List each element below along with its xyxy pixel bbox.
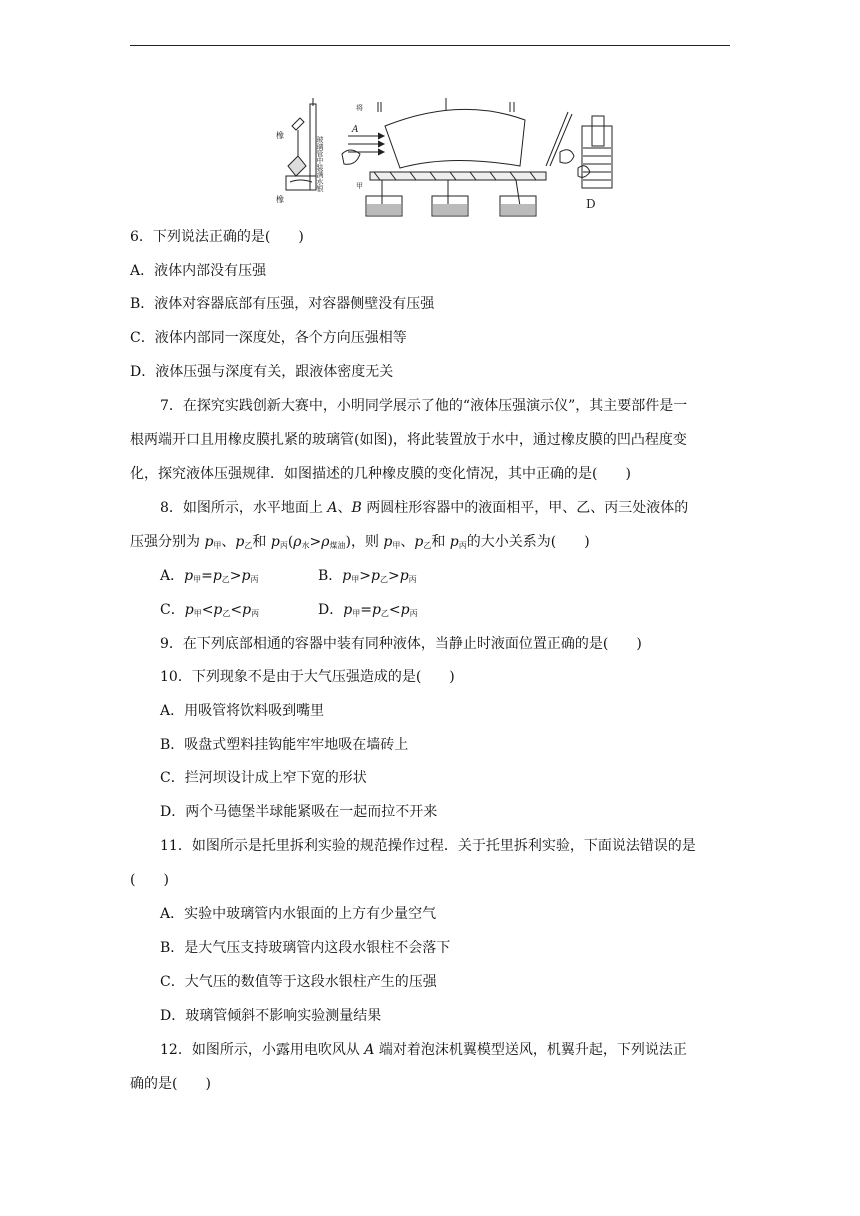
q8-option-a: A．$p_甲=p_乙>p_丙$ bbox=[160, 568, 259, 584]
wing-model-figure bbox=[342, 98, 525, 168]
q11-option-a: A．实验中玻璃管内水银面的上方有少量空气 bbox=[160, 906, 437, 922]
q6-option-b: B．液体对容器底部有压强，对容器侧壁没有压强 bbox=[130, 296, 435, 312]
label-xiangpi-bottom: 橡 bbox=[276, 195, 284, 204]
q8-line-1: 8．如图所示，水平地面上 A、B 两圆柱形容器中的液面相平，甲、乙、丙三处液体的 bbox=[160, 500, 689, 516]
q11-option-b: B．是大气压支持玻璃管内这段水银柱不会落下 bbox=[160, 940, 451, 956]
beaker-figure bbox=[546, 112, 612, 188]
q10-option-d: D．两个马德堡半球能紧吸在一起而拉不开来 bbox=[160, 804, 438, 820]
q7-line-2: 根两端开口且用橡皮膜扎紧的玻璃管(如图)，将此装置放于水中，通过橡皮膜的凹凸程度变 bbox=[130, 432, 687, 448]
q10-option-a: A．用吸管将饮料吸到嘴里 bbox=[160, 703, 325, 719]
q10-option-c: C．拦河坝设计成上窄下宽的形状 bbox=[160, 770, 367, 786]
q11-line-1: 11．如图所示是托里拆利实验的规范操作过程．关于托里拆利实验，下面说法错误的是 bbox=[160, 838, 696, 854]
q8-option-b: B．$p_甲>p_乙>p_丙$ bbox=[318, 568, 417, 584]
q6-option-a: A．液体内部没有压强 bbox=[130, 263, 267, 279]
header-rule bbox=[130, 45, 730, 46]
torricelli-tube-figure bbox=[286, 98, 316, 190]
q9-stem: 9．在下列底部相通的容器中装有同种液体，当静止时液面位置正确的是( ) bbox=[160, 636, 642, 652]
q11-option-d: D．玻璃管倾斜不影响实验测量结果 bbox=[160, 1008, 382, 1024]
q10-option-b: B．吸盘式塑料挂钩能牢牢地吸在墙砖上 bbox=[160, 737, 409, 753]
label-D: D bbox=[586, 197, 596, 211]
q8-option-c: C．$p_甲<p_乙<p_丙$ bbox=[160, 602, 260, 618]
q8-option-d: D．$p_甲=p_乙<p_丙$ bbox=[318, 602, 418, 618]
q7-line-1: 7．在探究实践创新大赛中，小明同学展示了他的“液体压强演示仪”，其主要部件是一 bbox=[160, 398, 688, 414]
q7-line-3: 化，探究液体压强规律．如图描述的几种橡皮膜的变化情况，其中正确的是( ) bbox=[130, 466, 631, 482]
experiment-figures bbox=[270, 96, 620, 218]
q6-stem: 6．下列说法正确的是( ) bbox=[130, 229, 304, 245]
label-jiang: 将 bbox=[356, 104, 363, 112]
connected-containers-figure bbox=[366, 172, 546, 216]
q10-stem: 10．下列现象不是由于大气压强造成的是( ) bbox=[160, 669, 455, 685]
label-A-figure: A bbox=[352, 125, 359, 135]
q6-option-d: D．液体压强与深度有关，跟液体密度无关 bbox=[130, 364, 394, 380]
label-xiangpi-top: 橡 bbox=[276, 131, 284, 140]
q12-line-1: 12．如图所示，小露用电吹风从 A 端对着泡沫机翼模型送风，机翼升起，下列说法正 bbox=[160, 1042, 687, 1058]
q8-line-2: 压强分别为 $p_甲$、$p_乙$和 $p_丙(\rho_水>\rho_{煤油})$，则 $p_甲$、$p_乙$和 $p_丙$的大小关系为( ) bbox=[130, 534, 590, 550]
label-tube-vertical: 玻璃管中装满水银 bbox=[316, 136, 324, 192]
q11-option-c: C．大气压的数值等于这段水银柱产生的压强 bbox=[160, 974, 437, 990]
q11-line-2: ( ) bbox=[130, 872, 169, 888]
q12-line-2: 确的是( ) bbox=[130, 1076, 211, 1092]
label-jia-figure: 甲 bbox=[356, 182, 363, 190]
q6-option-c: C．液体内部同一深度处，各个方向压强相等 bbox=[130, 330, 407, 346]
